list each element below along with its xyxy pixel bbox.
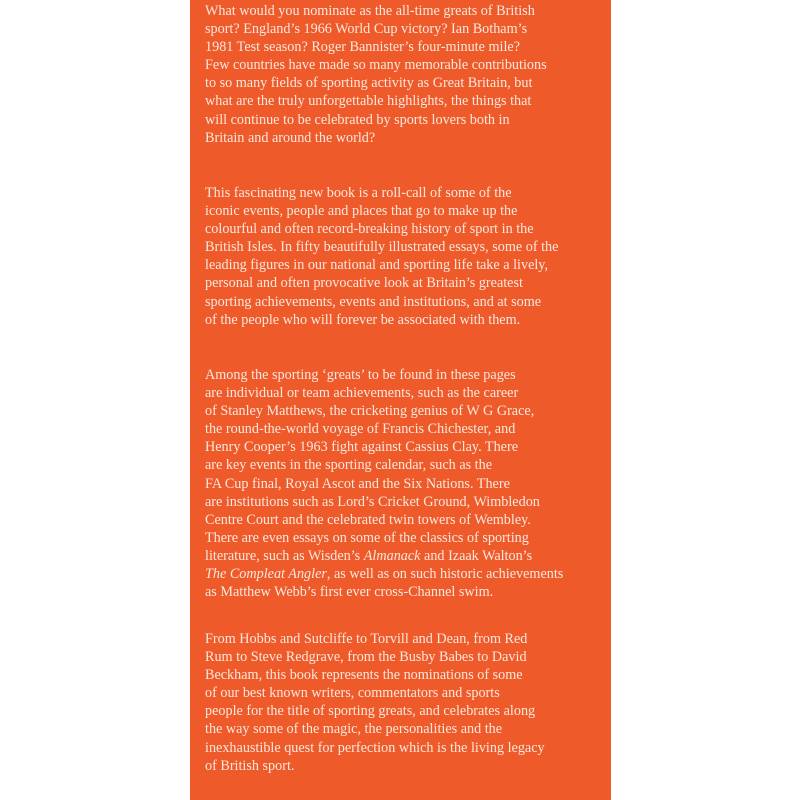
paragraph-3-text-b: and Izaak Walton’s — [424, 547, 533, 564]
blurb-paragraph-3 — [205, 366, 595, 601]
blurb-paragraph-1: What would you nominate as the all-time greats of British sport? England’s 1966 World Cup victory? Ian Botham’s 1981 Test season? Roger Bannister’s four-minute mile? Few countries have made so many memorable contributions to so many fields of sporting activity as Great Britain, but what are the truly unforgettable highlights, the things that will continue to be celebrated by sports lovers both in Britain and around the world? — [205, 3, 547, 146]
blurb-paragraph-2: This fascinating new book is a roll-call of some of the iconic events, people and places that go to make up the colourful and often record-breaking history of sport in the British Isles. In fifty beautifully illustrated essays, some of the leading figures in our national and sporting life take a lively, personal and often provocative look at Britain’s greatest sporting achievements, events and institutions, and at some of the people who will forever be associated with them. — [205, 185, 559, 328]
title-compleat-angler: The Compleat Angler — [205, 566, 327, 583]
blurb-paragraph-4: From Hobbs and Sutcliffe to Torvill and Dean, from Red Rum to Steve Redgrave, from the Busby Babes to David Beckham, this book represents the nominations of some of our best known writers, commentators and sports people for the title of sporting greats, and celebrates along the way some of the magic, the personalities and the inexhaustible quest for perfection which is the living legacy of British sport. — [205, 631, 545, 774]
paragraph-3-text-a: Among the sporting ‘greats’ to be found in these pages are individual or team achievements, such as the career of Stanley Matthews, the cricketing genius of W G Grace, the round-the-world voyage of Francis Chichester, and Henry Cooper’s 1963 fight against Cassius Clay. There are key events in the sporting calendar, such as the FA Cup final, Royal Ascot and the Six Nations. There are institutions such as Lord’s Cricket Ground, Wimbledon Centre Court and the celebrated twin towers of Wembley. There are even essays on some of the classics of sporting literature, such as Wisden’s — [205, 367, 540, 564]
paragraph-3-text-c: , as well as on such historic achievements as Matthew Webb’s first ever cross-Channel swim. — [205, 566, 564, 601]
book-back-cover — [190, 0, 611, 800]
title-almanack: Almanack — [363, 547, 421, 564]
